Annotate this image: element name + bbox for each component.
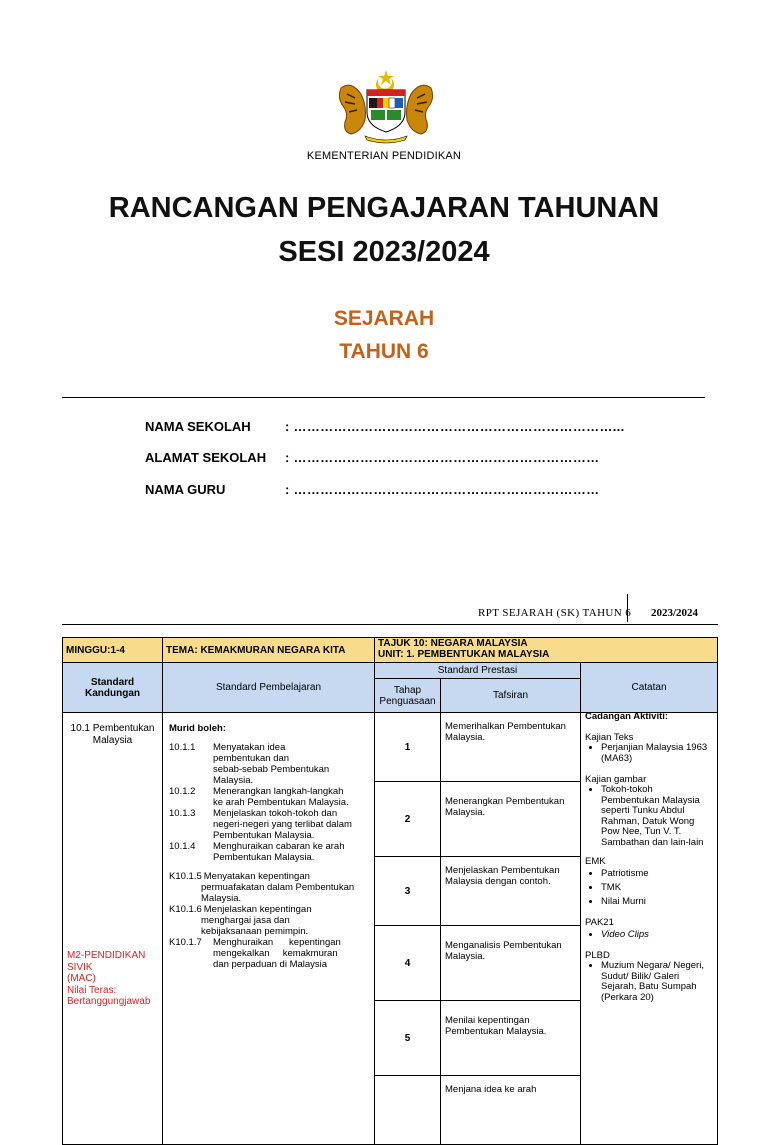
sp-k-item-line: kebijaksanaan pemimpin. <box>201 926 309 937</box>
sp-k-item <box>169 871 370 904</box>
pak21-list <box>585 928 713 942</box>
page-header-title: RPT SEJARAH (SK) TAHUN 6 <box>478 607 632 619</box>
topic-cell <box>375 638 718 663</box>
sp-item-line: pembentukan dan <box>213 753 290 764</box>
sp-k-item-code: K10.1.5 <box>169 871 202 882</box>
kajian-teks-label: Kajian Teks <box>585 732 634 743</box>
sp-item-line: Menyatakan idea <box>213 742 286 753</box>
sp-item-line: negeri-negeri yang terlibat dalam <box>213 819 352 830</box>
school-name-label: NAMA SEKOLAH <box>145 419 251 434</box>
col-tafsiran: Tafsiran <box>441 679 581 713</box>
sp-item-line: ke arah Pembentukan Malaysia. <box>213 797 349 808</box>
sp-k-list <box>169 871 370 970</box>
sp-k-item-first: Menjelaskan kepentingan <box>203 904 312 915</box>
sp-k-item <box>169 937 370 970</box>
tafsiran-cell: Menjana idea ke arah <box>441 1076 581 1145</box>
col-tahap: Tahap Penguasaan <box>375 679 441 713</box>
list-item: • Tokoh-tokoh Pembentukan Malaysia seperti Tunku Abdul Rahman, Datuk Wong Pow Nee, Tun V. T. Sambathan dan lain-lain <box>601 785 713 848</box>
sivik-note <box>67 950 158 1008</box>
sivik-note-line: Nilai Teras: <box>67 984 117 996</box>
lesson-plan-table <box>62 637 718 1145</box>
sp-item <box>169 742 370 786</box>
sp-item-code: 10.1.2 <box>169 786 196 797</box>
sp-item-line: Menjelaskan tokoh-tokoh dan <box>213 808 338 819</box>
sp-k-item-head <box>169 937 370 948</box>
teacher-name-label: NAMA GURU <box>145 482 226 497</box>
tafsiran-cell: Menjelaskan Pembentukan Malaysia dengan contoh. <box>441 857 581 926</box>
sp-item-line: Pembentukan Malaysia. <box>213 830 315 841</box>
sp-k-item-head <box>169 871 370 882</box>
sp-k-item-code: K10.1.6 <box>169 904 202 915</box>
sk-text: 10.1 Pembentukan Malaysia <box>70 723 155 746</box>
tahap-cell <box>375 1076 441 1145</box>
sk-cell <box>63 713 163 1145</box>
theme-cell: TEMA: KEMAKMURAN NEGARA KITA <box>163 638 375 663</box>
list-item: • Muzium Negara/ Negeri, Sudut/ Bilik/ Galeri Sejarah, Batu Sumpah (Perkara 20) <box>601 961 713 1003</box>
sivik-note-line: SIVIK <box>67 961 93 973</box>
sp-item-text <box>213 808 352 841</box>
document-title: RANCANGAN PENGAJARAN TAHUNAN <box>108 192 660 224</box>
school-address-field[interactable]: : …………………………………………………………… <box>285 450 600 465</box>
col-standard-pembelajaran: Standard Pembelajaran <box>163 663 375 713</box>
sp-k-item-line: Malaysia. <box>201 893 242 904</box>
subject-title: SEJARAH <box>333 307 435 330</box>
sp-item-code: 10.1.3 <box>169 808 196 819</box>
list-item: • Patriotisme <box>601 867 713 881</box>
sp-k-item-line: mengekalkan kemakmuran <box>213 948 338 959</box>
tafsiran-cell: Menilai kepentingan Pembentukan Malaysia. <box>441 1001 581 1076</box>
tahap-cell: 3 <box>375 857 441 926</box>
sp-list <box>169 742 370 863</box>
unit-title: UNIT: 1. PEMBENTUKAN MALAYSIA <box>378 649 550 660</box>
sp-k-item-first: Menyatakan kepentingan <box>203 871 310 882</box>
sivik-note-line: M2-PENDIDIKAN <box>67 950 146 961</box>
sivik-note-line: Bertanggungjawab <box>67 996 151 1007</box>
divider <box>62 397 705 398</box>
topic-title: TAJUK 10: NEGARA MALAYSIA <box>378 638 528 649</box>
kajian-gambar-label: Kajian gambar <box>585 774 647 785</box>
sivik-note-line: (MAC) <box>67 973 96 984</box>
emk-list <box>585 867 713 909</box>
catatan-cell <box>581 713 718 1145</box>
pak21-label: PAK21 <box>585 917 614 928</box>
page-header-year: 2023/2024 <box>651 607 699 619</box>
school-name-field[interactable]: : ………………………………………………………………... <box>285 419 625 434</box>
week-cell: MINGGU:1-4 <box>63 638 163 663</box>
sp-item-text <box>213 786 349 808</box>
header-divider <box>627 594 628 622</box>
header-rule <box>62 624 718 625</box>
sp-item-line: Menghuraikan cabaran ke arah <box>213 841 345 852</box>
sp-item <box>169 786 370 808</box>
sp-item-text <box>213 742 329 786</box>
list-item: • TMK <box>601 881 713 895</box>
kajian-gambar-list <box>585 785 713 848</box>
list-item: • Video Clips <box>601 928 713 942</box>
sp-item-line: Malaysia. <box>213 775 254 786</box>
year-title: TAHUN 6 <box>339 340 429 363</box>
emk-label: EMK <box>585 856 606 867</box>
sp-k-item <box>169 904 370 937</box>
col-catatan: Catatan <box>581 663 718 713</box>
list-item: • Perjanjian Malaysia 1963 (MA63) <box>601 743 713 764</box>
cadangan-heading: Cadangan Aktiviti: <box>585 711 669 722</box>
sp-item-code: 10.1.4 <box>169 841 196 852</box>
col-standard-kandungan: Standard Kandungan <box>63 663 163 713</box>
sp-item-line: Pembentukan Malaysia. <box>213 852 315 863</box>
plbd-label: PLBD <box>585 950 610 961</box>
sp-item <box>169 808 370 841</box>
coat-of-arms-icon <box>335 68 437 146</box>
tahap-cell: 1 <box>375 713 441 782</box>
school-address-label: ALAMAT SEKOLAH <box>145 450 267 465</box>
ministry-name: KEMENTERIAN PENDIDIKAN <box>306 150 462 162</box>
session-title: SESI 2023/2024 <box>278 236 490 268</box>
sp-k-item-line: dan perpaduan di Malaysia <box>213 959 328 970</box>
plbd-list <box>585 961 713 1003</box>
sp-item <box>169 841 370 863</box>
sp-cell <box>163 713 375 1145</box>
tafsiran-cell: Memerihalkan Pembentukan Malaysia. <box>441 713 581 782</box>
kajian-teks-list <box>585 743 713 764</box>
sp-k-item-first: Menghuraikan kepentingan <box>213 937 341 948</box>
teacher-name-field[interactable]: : …………………………………………………………… <box>285 482 600 497</box>
tahap-cell: 5 <box>375 1001 441 1076</box>
tafsiran-cell: Menerangkan Pembentukan Malaysia. <box>441 782 581 857</box>
sp-item-line: sebab-sebab Pembentukan <box>213 764 330 775</box>
sp-k-item-line: menghargai jasa dan <box>201 915 290 926</box>
sp-k-item-line: permuafakatan dalam Pembentukan <box>201 882 355 893</box>
list-item: • Nilai Murni <box>601 895 713 909</box>
murid-boleh: Murid boleh: <box>169 723 226 734</box>
tahap-cell: 2 <box>375 782 441 857</box>
tafsiran-cell: Menganalisis Pembentukan Malaysia. <box>441 926 581 1001</box>
sp-item-code: 10.1.1 <box>169 742 196 753</box>
col-standard-prestasi: Standard Prestasi <box>375 663 581 679</box>
sp-item-line: Menerangkan langkah-langkah <box>213 786 344 797</box>
sp-k-item-head <box>169 904 370 915</box>
tahap-cell: 4 <box>375 926 441 1001</box>
sp-item-text <box>213 841 345 863</box>
sp-k-item-code: K10.1.7 <box>169 937 202 948</box>
